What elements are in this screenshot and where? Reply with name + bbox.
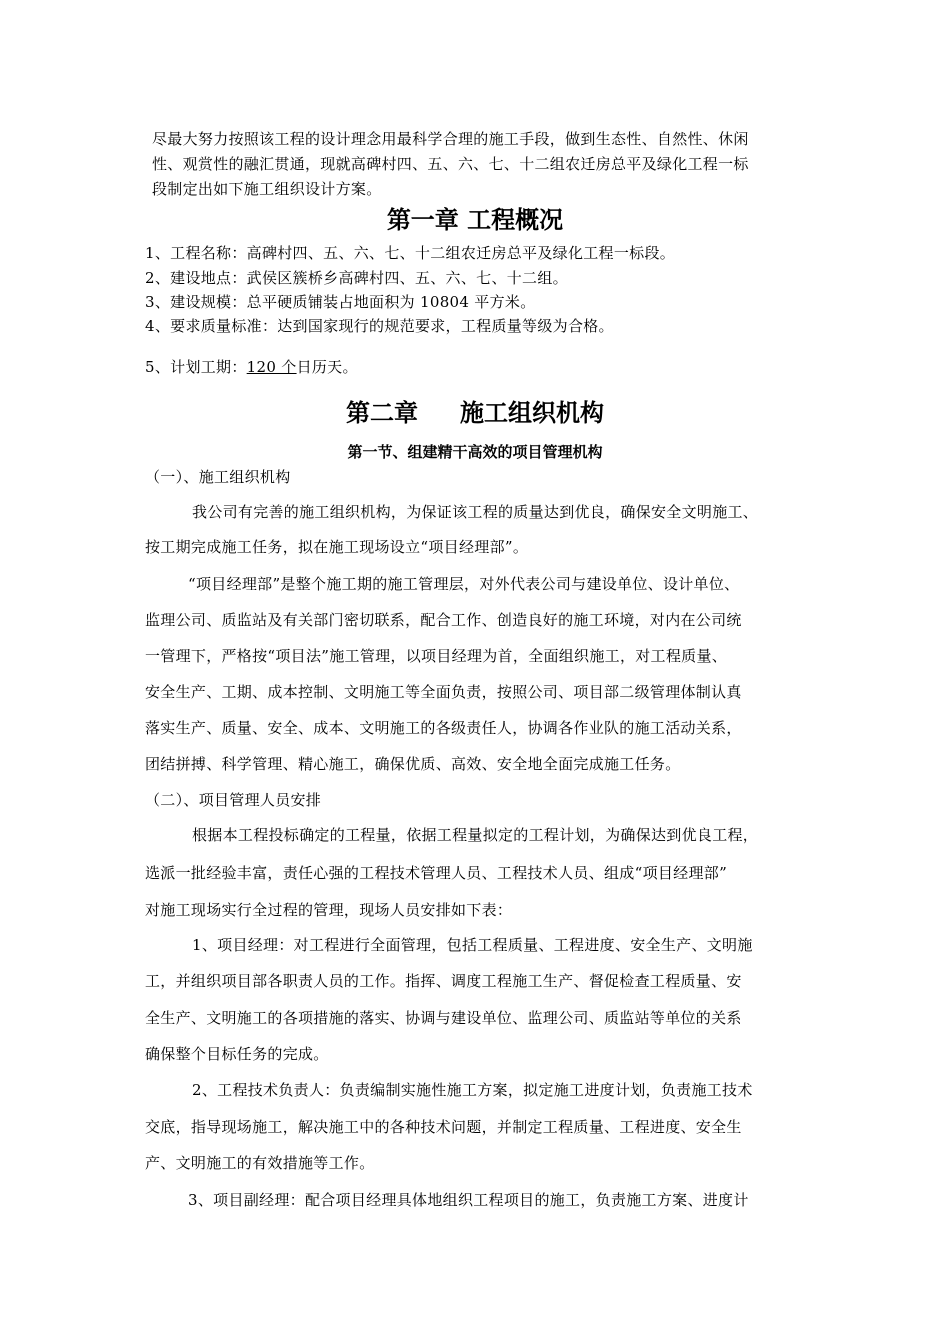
intro-line-3: 段制定出如下施工组织设计方案。 <box>152 180 382 198</box>
chapter-2-title <box>0 398 950 428</box>
paragraph-3-line-3: 对施工现场实行全过程的管理，现场人员安排如下表： <box>145 901 513 919</box>
paragraph-1-line-2: 按工期完成施工任务，拟在施工现场设立“项目经理部”。 <box>145 538 529 556</box>
paragraph-2-line-2: 监理公司、质监站及有关部门密切联系，配合工作、创造良好的施工环境，对内在公司统 <box>145 611 742 629</box>
chapter-2-name: 施工组织机构 <box>460 399 604 427</box>
paragraph-5-line-1: 2、工程技术负责人：负责编制实施性施工方案，拟定施工进度计划，负责施工技术 <box>192 1081 753 1099</box>
chapter-1-item-4: 4、要求质量标准：达到国家现行的规范要求，工程质量等级为合格。 <box>145 317 614 335</box>
chapter-1-title: 第一章 工程概况 <box>386 206 564 234</box>
paragraph-2-line-5: 落实生产、质量、安全、成本、文明施工的各级责任人，协调各作业队的施工活动关系， <box>145 719 742 737</box>
subsection-2-heading: （二）、项目管理人员安排 <box>145 791 322 809</box>
paragraph-5-line-2: 交底，指导现场施工，解决施工中的各种技术问题，并制定工程质量、工程进度、安全生 <box>145 1118 742 1136</box>
intro-line-2: 性、观赏性的融汇贯通，现就高碑村四、五、六、七、十二组农迁房总平及绿化工程一标 <box>152 155 749 173</box>
paragraph-1-line-1: 我公司有完善的施工组织机构，为保证该工程的质量达到优良，确保安全文明施工、 <box>192 503 759 521</box>
paragraph-4-line-4: 确保整个目标任务的完成。 <box>145 1045 329 1063</box>
subsection-1-heading: （一）、施工组织机构 <box>145 468 291 486</box>
paragraph-6-line-1: 3、项目副经理：配合项目经理具体地组织工程项目的施工，负责施工方案、进度计 <box>188 1191 749 1209</box>
item-5-suffix: 日历天。 <box>296 358 358 376</box>
section-1-title: 第一节、组建精干高效的项目管理机构 <box>347 443 603 461</box>
paragraph-4-line-2: 工，并组织项目部各职责人员的工作。指挥、调度工程施工生产、督促检查工程质量、安 <box>145 972 742 990</box>
chapter-1-item-1: 1、工程名称：高碑村四、五、六、七、十二组农迁房总平及绿化工程一标段。 <box>145 244 676 262</box>
paragraph-2-line-3: 一管理下，严格按“项目法”施工管理，以项目经理为首，全面组织施工，对工程质量、 <box>145 647 728 665</box>
item-5-duration: 120 个 <box>246 358 297 376</box>
intro-line-1: 尽最大努力按照该工程的设计理念用最科学合理的施工手段，做到生态性、自然性、休闲 <box>152 130 749 148</box>
chapter-2-number: 第二章 <box>346 399 418 427</box>
paragraph-5-line-3: 产、文明施工的有效措施等工作。 <box>145 1154 375 1172</box>
paragraph-2-line-1: “项目经理部”是整个施工期的施工管理层，对外代表公司与建设单位、设计单位、 <box>188 575 740 593</box>
paragraph-2-line-6: 团结拼搏、科学管理、精心施工，确保优质、高效、安全地全面完成施工任务。 <box>145 755 681 773</box>
chapter-1-item-2: 2、建设地点：武侯区簇桥乡高碑村四、五、六、七、十二组。 <box>145 269 568 287</box>
paragraph-2-line-4: 安全生产、工期、成本控制、文明施工等全面负责，按照公司、项目部二级管理体制认真 <box>145 683 742 701</box>
paragraph-3-line-2: 选派一批经验丰富，责任心强的工程技术管理人员、工程技术人员、组成“项目经理部” <box>145 864 728 882</box>
chapter-1-item-3: 3、建设规模：总平硬质铺装占地面积为 10804 平方米。 <box>145 293 536 311</box>
chapter-1-item-5 <box>145 357 358 377</box>
paragraph-4-line-1: 1、项目经理：对工程进行全面管理，包括工程质量、工程进度、安全生产、文明施 <box>192 936 753 954</box>
item-5-prefix: 5、计划工期： <box>145 358 247 376</box>
paragraph-3-line-1: 根据本工程投标确定的工程量，依据工程量拟定的工程计划，为确保达到优良工程， <box>192 826 759 844</box>
paragraph-4-line-3: 全生产、文明施工的各项措施的落实、协调与建设单位、监理公司、质监站等单位的关系 <box>145 1009 742 1027</box>
